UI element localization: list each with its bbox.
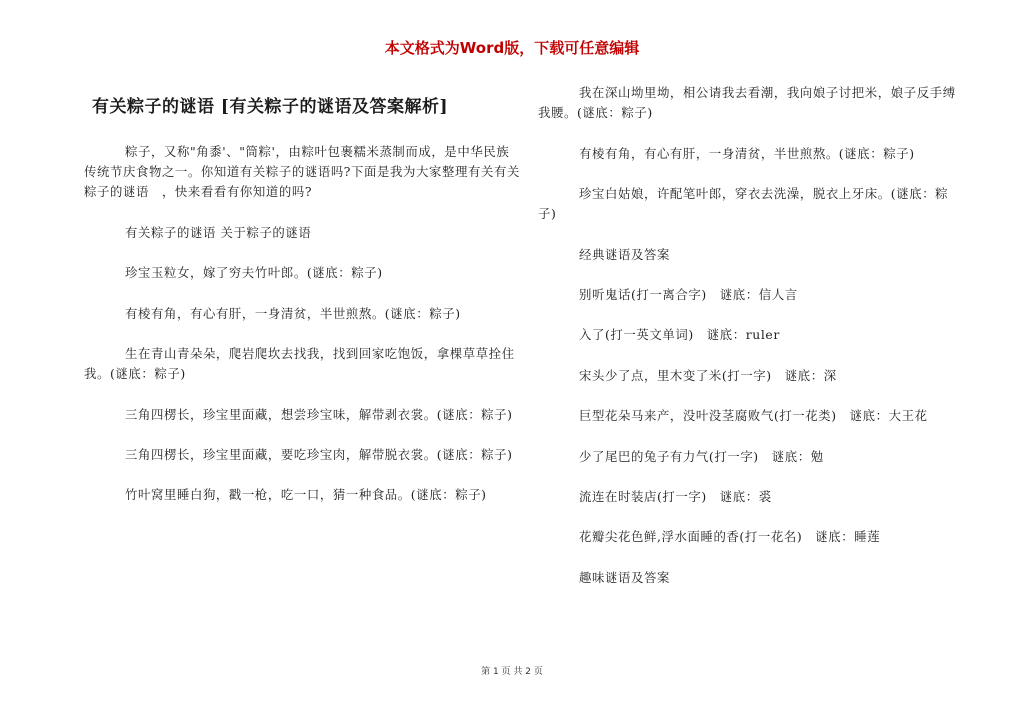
classic-riddle: 巨型花朵马来产，没叶没茎腐败气(打一花类) 谜底：大王花 xyxy=(579,408,928,424)
riddle-paragraph: 我在深山坳里坳，相公请我去看潮，我向娘子讨把米，娘子反手缚我腰。(谜底：粽子) xyxy=(538,85,956,121)
intro-paragraph: 粽子，又称"角黍'、"筒粽'，由粽叶包裹糯米蒸制而成，是中华民族传统节庆食物之一。你知道有关粽子的谜语吗?下面是我为大家整理有关有关粽子的谜语 ，快来看看有你知道的吗? xyxy=(84,144,520,200)
classic-riddle: 花瓣尖花色鲜,浮水面睡的香(打一花名) 谜底：睡莲 xyxy=(579,529,881,545)
classic-riddles-heading: 经典谜语及答案 xyxy=(579,246,670,262)
classic-riddle: 别听鬼话(打一离合字) 谜底：信人言 xyxy=(579,286,798,302)
section-subheading: 有关粽子的谜语 关于粽子的谜语 xyxy=(125,224,312,240)
fun-riddles-heading: 趣味谜语及答案 xyxy=(579,569,670,585)
edit-notice-banner: 本文格式为Word版，下载可任意编辑 xyxy=(384,39,640,57)
riddle-paragraph: 珍宝白姑娘，许配笔叶郎，穿衣去洗澡，脱衣上牙床。(谜底：粽子) xyxy=(538,185,949,222)
riddle-paragraph: 三角四楞长，珍宝里面藏，想尝珍宝味，解带剥衣裳。(谜底：粽子) xyxy=(125,406,513,422)
right-column xyxy=(538,83,966,588)
riddle-paragraph: 有棱有角，有心有肝，一身清贫，半世煎熬。(谜底：粽子) xyxy=(125,305,461,321)
riddle-paragraph: 三角四楞长，珍宝里面藏，要吃珍宝肉，解带脱衣裳。(谜底：粽子) xyxy=(125,446,513,462)
riddle-paragraph: 珍宝玉粒女，嫁了穷夫竹叶郎。(谜底：粽子) xyxy=(125,265,383,281)
classic-riddle: 少了尾巴的兔子有力气(打一字) 谜底：勉 xyxy=(579,448,824,464)
riddle-paragraph: 生在青山青朵朵，爬岩爬坎去找我，找到回家吃饱饭，拿棵草草拴住我。(谜底：粽子) xyxy=(84,345,515,382)
article-title: 有关粽子的谜语 [有关粽子的谜语及答案解析] xyxy=(92,97,449,117)
left-column xyxy=(84,142,520,506)
classic-riddle: 流连在时装店(打一字) 谜底：裘 xyxy=(579,488,772,504)
riddle-paragraph: 有棱有角，有心有肝，一身清贫，半世煎熬。(谜底：粽子) xyxy=(579,145,915,161)
classic-riddle: 入了(打一英文单词) 谜底：ruler xyxy=(579,327,780,343)
page-number: 第 1 页 共 2 页 xyxy=(481,667,543,677)
classic-riddle: 宋头少了点，里木变了米(打一字) 谜底：深 xyxy=(579,367,837,383)
riddle-paragraph: 竹叶窝里睡白狗，戳一枪，吃一口，猜一种食品。(谜底：粽子) xyxy=(125,487,487,503)
